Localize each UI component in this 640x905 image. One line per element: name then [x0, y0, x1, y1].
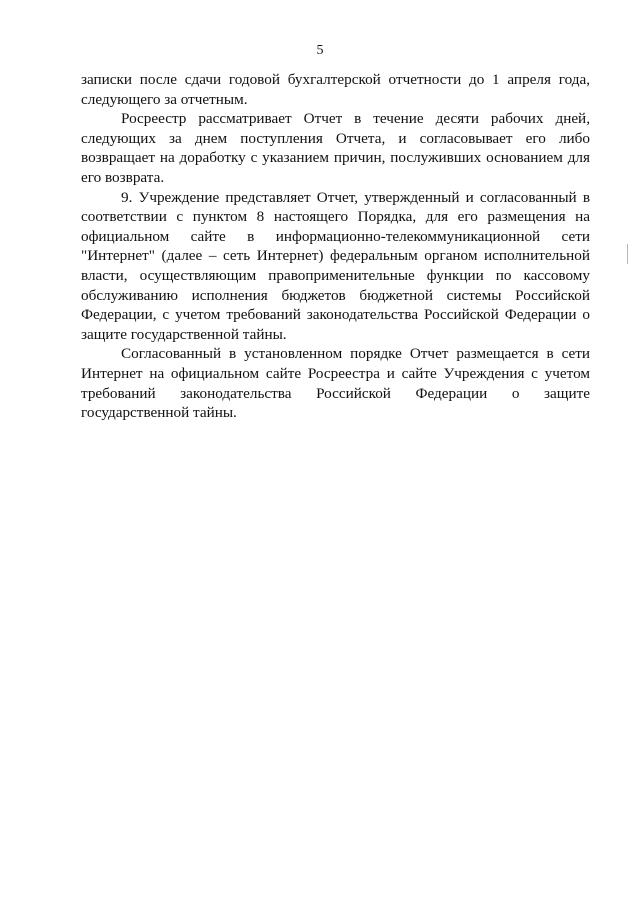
- paragraph-continuation: записки после сдачи годовой бухгалтерской отчетности до 1 апреля года, следующего за отчетным.: [81, 71, 590, 108]
- page-number: 5: [316, 43, 324, 58]
- paragraph-publication: Согласованный в установленном порядке Отчет размещается в сети Интернет на официальном сайте Росреестра и сайте Учреждения с учетом требований законодательства Российской Федерации о защите государственной тайны.: [81, 345, 590, 422]
- scan-artifact-mark: [627, 244, 628, 264]
- paragraph-item-9: 9. Учреждение представляет Отчет, утвержденный и согласованный в соответствии с пунктом 8 настоящего Порядка, для его размещения на официальном сайте в информационно-телекоммуникационной сети "Интернет" (далее – сеть Интернет) федеральным органом исполнительной власти, осуществляющим правоприменительные функции по кассовому обслуживанию исполнения бюджетов бюджетной системы Российской Федерации, с учетом требований законодательства Российской Федерации о защите государственной тайны.: [81, 188, 590, 343]
- paragraph-review: Росреестр рассматривает Отчет в течение десяти рабочих дней, следующих за днем поступления Отчета, и согласовывает его либо возвращает на доработку с указанием причин, послуживших основанием для его возврата.: [81, 110, 590, 186]
- document-body: [81, 70, 590, 423]
